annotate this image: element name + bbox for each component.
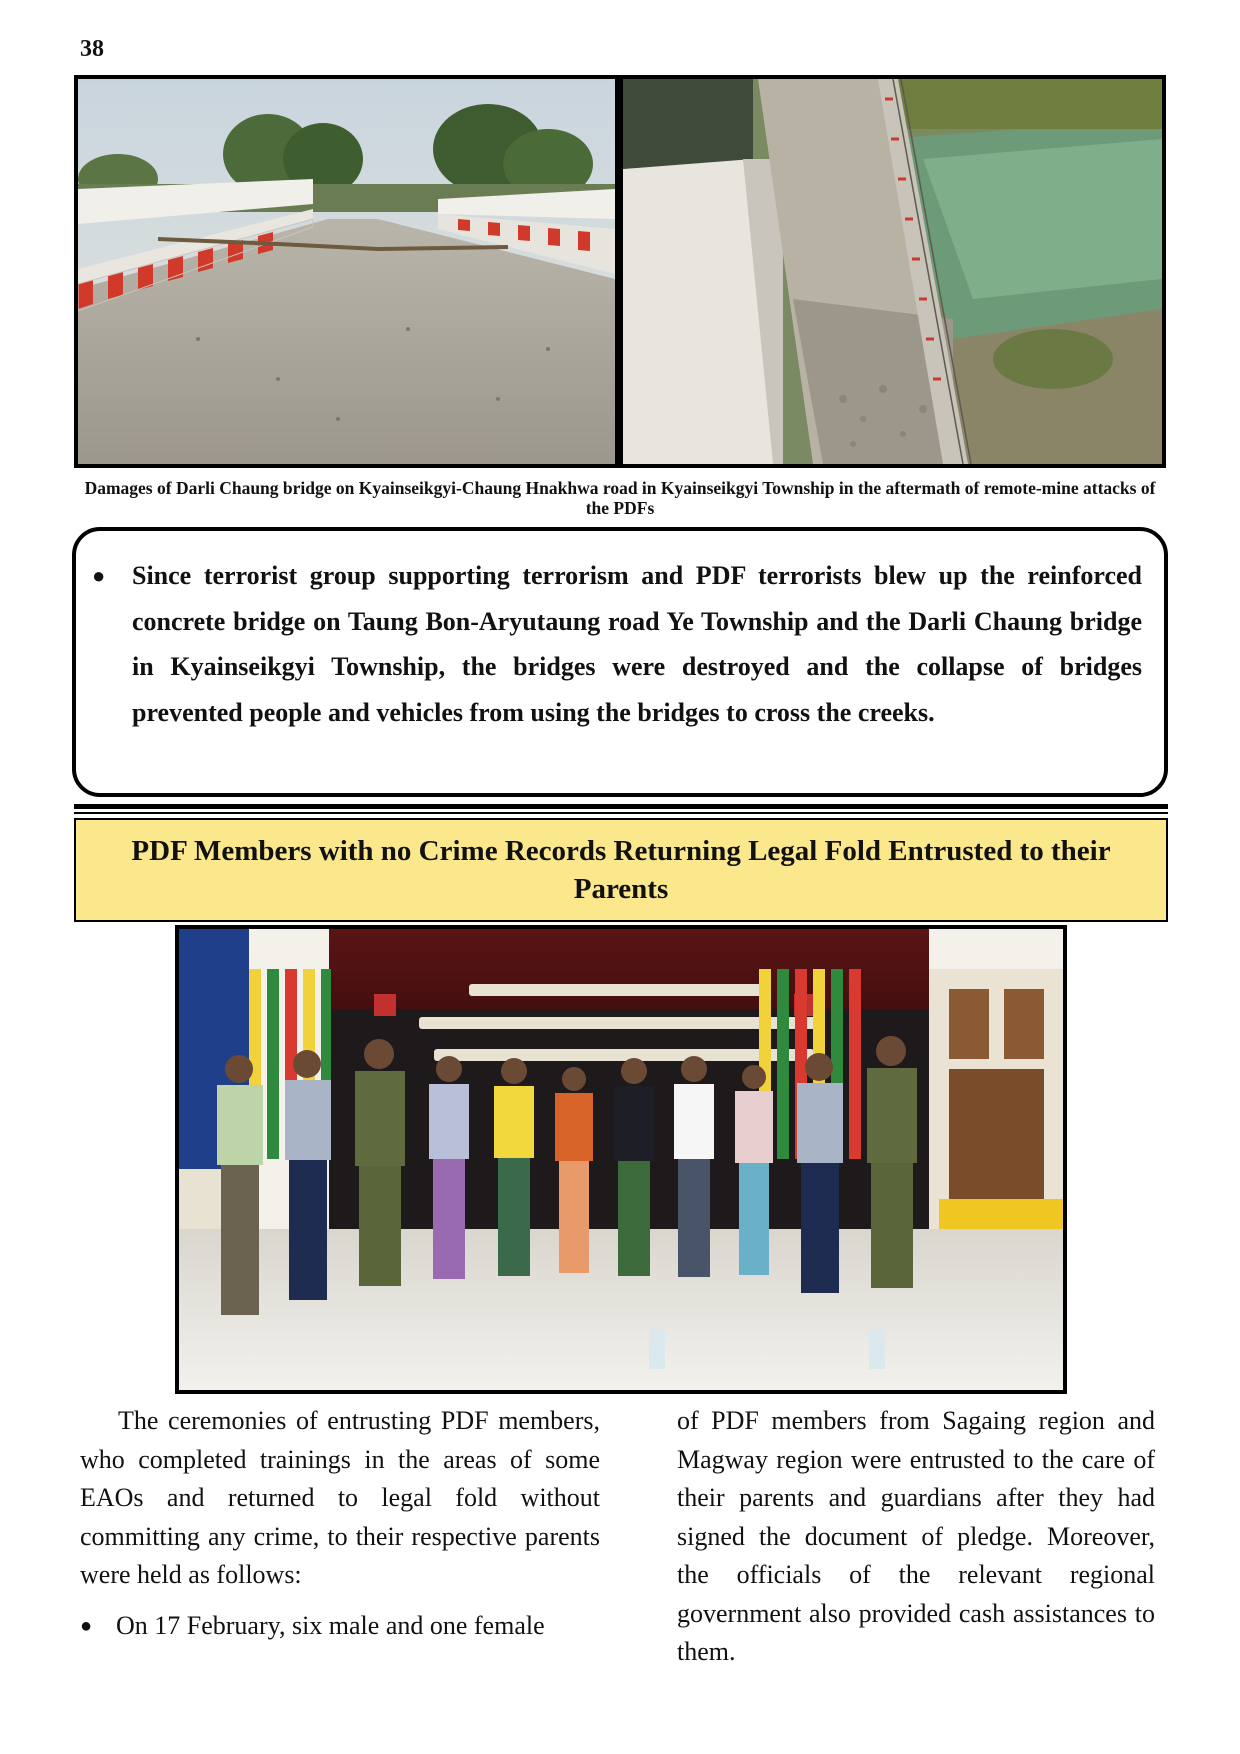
bullet-icon: ● [92, 563, 106, 588]
photo-caption: Damages of Darli Chaung bridge on Kyainseikgyi-Chaung Hnakhwa road in Kyainseikgyi Township in the aftermath of remote-mine attacks of the PDFs [84, 478, 1156, 518]
bullet-icon: ● [80, 1614, 93, 1637]
body-bullet-item [80, 1607, 600, 1646]
bridge-collapse-photo [623, 79, 1162, 464]
highlight-text: Since terrorist group supporting terrorism and PDF terrorists blew up the reinforced concrete bridge on Taung Bon-Aryutaung road Ye Township and the Darli Chaung bridge in Kyainseikgyi Township, the bridges were destroyed and the collapse of bridges prevented people and vehicles from using the bridges to cross the creeks. [132, 561, 1142, 727]
ceremony-photo [175, 925, 1067, 1394]
body-paragraph-continued: of PDF members from Sagaing region and Magway region were entrusted to the care of their parents and guardians after they had signed the document of pledge. Moreover, the officials of the relevant regional government also provided cash assistances to them. [677, 1406, 1155, 1666]
section-divider [74, 804, 1168, 809]
page-number: 38 [80, 36, 104, 62]
top-photo-frame [74, 75, 1166, 468]
section-headline [74, 818, 1168, 922]
bridge-deck-photo [78, 79, 615, 464]
body-column-right [677, 1402, 1155, 1672]
highlight-list-item [92, 553, 1142, 735]
body-bullet-text: On 17 February, six male and one female [116, 1610, 545, 1640]
highlight-list [76, 553, 1142, 735]
body-bullet-list [80, 1607, 600, 1646]
section-divider-thin [74, 812, 1168, 814]
highlight-bullet-box [72, 527, 1168, 797]
section-headline-text: PDF Members with no Crime Records Returning Legal Fold Entrusted to their Parents [131, 835, 1111, 905]
body-column-left [80, 1402, 600, 1645]
body-paragraph: The ceremonies of entrusting PDF members, who completed trainings in the areas of some EAOs and returned to legal fold without committing any crime, to their respective parents were held as follows: [80, 1406, 600, 1589]
